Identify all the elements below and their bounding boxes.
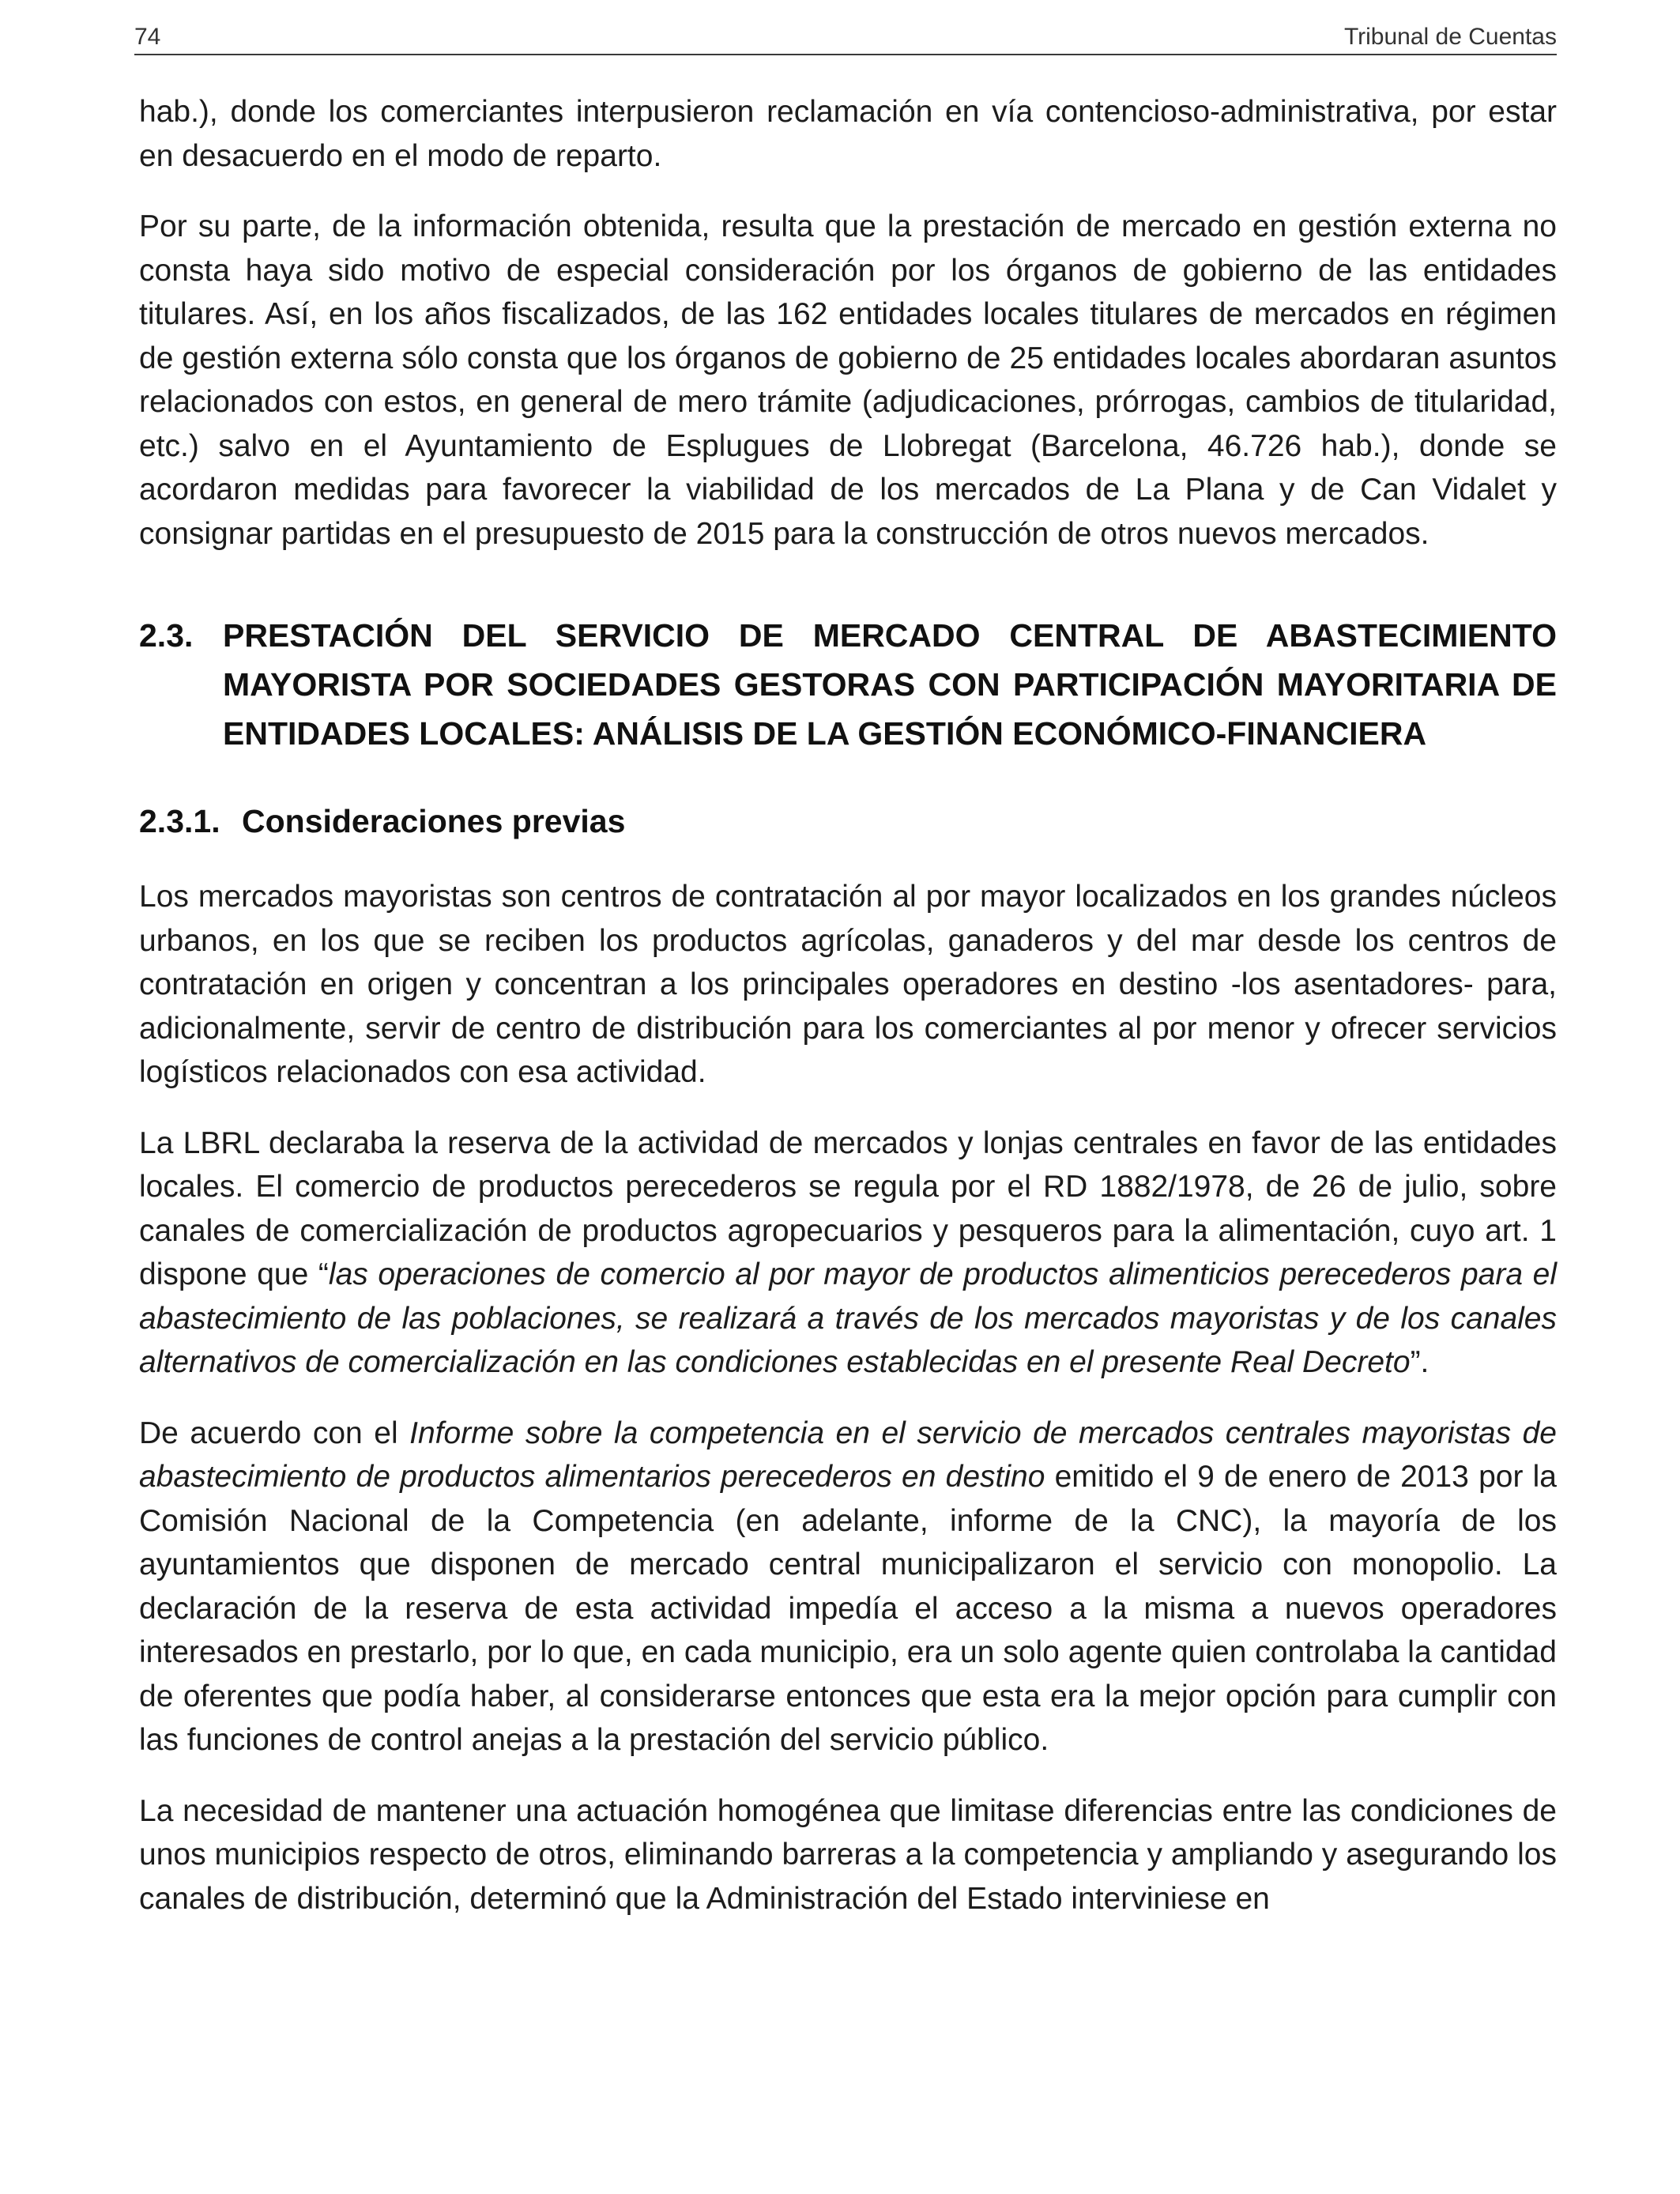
section-title: PRESTACIÓN DEL SERVICIO DE MERCADO CENTRAL DE ABASTECIMIENTO MAYORISTA POR SOCIEDADES GESTORAS CON PARTICIPACIÓN MAYORITARIA DE ENTIDADES LOCALES: ANÁLISIS DE LA GESTIÓN ECONÓMICO-FINANCIERA: [223, 617, 1557, 752]
quoted-legal-text: las operaciones de comercio al por mayor de productos alimenticios perecederos para el abastecimiento de las poblaciones, se realizará a través de los mercados mayoristas y de los canales alternativos de comercialización en las condiciones establecidas en el presente Real Decreto: [139, 1257, 1557, 1379]
section-heading: [139, 611, 1557, 758]
paragraph-lbrl-close: ”.: [1410, 1345, 1430, 1379]
subsection-heading: [139, 799, 1557, 843]
report-title: Informe sobre la competencia en el servicio de mercados centrales mayoristas de abastecimiento de productos alimentarios perecederos en destino: [139, 1416, 1557, 1494]
page-number: 74: [134, 24, 161, 50]
paragraph-actuacion-homogenea: La necesidad de mantener una actuación homogénea que limitase diferencias entre las condiciones de unos municipios respecto de otros, eliminando barreras a la competencia y ampliando y asegurando los canales de distribución, determinó que la Administración del Estado interviniese en: [139, 1793, 1557, 1916]
page-header: [134, 14, 1557, 55]
paragraph-cnc-intro: De acuerdo con el: [139, 1416, 410, 1450]
paragraph-gestion-externa: Por su parte, de la información obtenida, resulta que la prestación de mercado en gestión externa no consta haya sido motivo de especial consideración por los órganos de gobierno de las entidades titulares. Así, en los años fiscalizados, de las 162 entidades locales titulares de mercados en régimen de gestión externa sólo consta que los órganos de gobierno de 25 entidades locales abordaran asuntos relacionados con estos, en general de mero trámite (adjudicaciones, prórrogas, cambios de titularidad, etc.) salvo en el Ayuntamiento de Esplugues de Llobregat (Barcelona, 46.726 hab.), donde se acordaron medidas para favorecer la viabilidad de los mercados de La Plana y de Can Vidalet y consignar partidas en el presupuesto de 2015 para la construcción de otros nuevos mercados.: [139, 209, 1557, 551]
paragraph-informe-cnc: [139, 1412, 1557, 1762]
paragraph-lbrl: [139, 1122, 1557, 1385]
paragraph-continuation: hab.), donde los comerciantes interpusieron reclamación en vía contencioso-administrativa, por estar en desacuerdo en el modo de reparto.: [139, 95, 1557, 173]
subsection-number: 2.3.1.: [139, 803, 220, 839]
subsection-title: Consideraciones previas: [242, 803, 626, 839]
publisher-name: Tribunal de Cuentas: [1343, 24, 1557, 50]
paragraph-cnc-body: emitido el 9 de enero de 2013 por la Comisión Nacional de la Competencia (en adelante, informe de la CNC), la mayoría de los ayuntamientos que disponen de mercado central municipalizaron el servicio con monopolio. La declaración de la reserva de esta actividad impedía el acceso a la misma a nuevos operadores interesados en prestarlo, por lo que, en cada municipio, era un solo agente quien controlaba la cantidad de oferentes que podía haber, al considerarse entonces que esta era la mejor opción para cumplir con las funciones de control anejas a la prestación del servicio público.: [139, 1460, 1557, 1757]
paragraph-mercados-mayoristas: Los mercados mayoristas son centros de contratación al por mayor localizados en los grandes núcleos urbanos, en los que se reciben los productos agrícolas, ganaderos y del mar desde los centros de contratación en origen y concentran a los principales operadores en destino -los asentadores- para, adicionalmente, servir de centro de distribución para los comerciantes al por menor y ofrecer servicios logísticos relacionados con esa actividad.: [139, 880, 1557, 1089]
section-number: 2.3.: [139, 617, 194, 654]
page-content: [139, 90, 1557, 1947]
paragraph-lbrl-intro: La LBRL declaraba la reserva de la actividad de mercados y lonjas centrales en favor de las entidades locales. El comercio de productos perecederos se regula por el RD 1882/1978, de 26 de julio, sobre canales de comercialización de productos agropecuarios y pesqueros para la alimentación, cuyo art. 1 dispone que “: [139, 1125, 1557, 1291]
